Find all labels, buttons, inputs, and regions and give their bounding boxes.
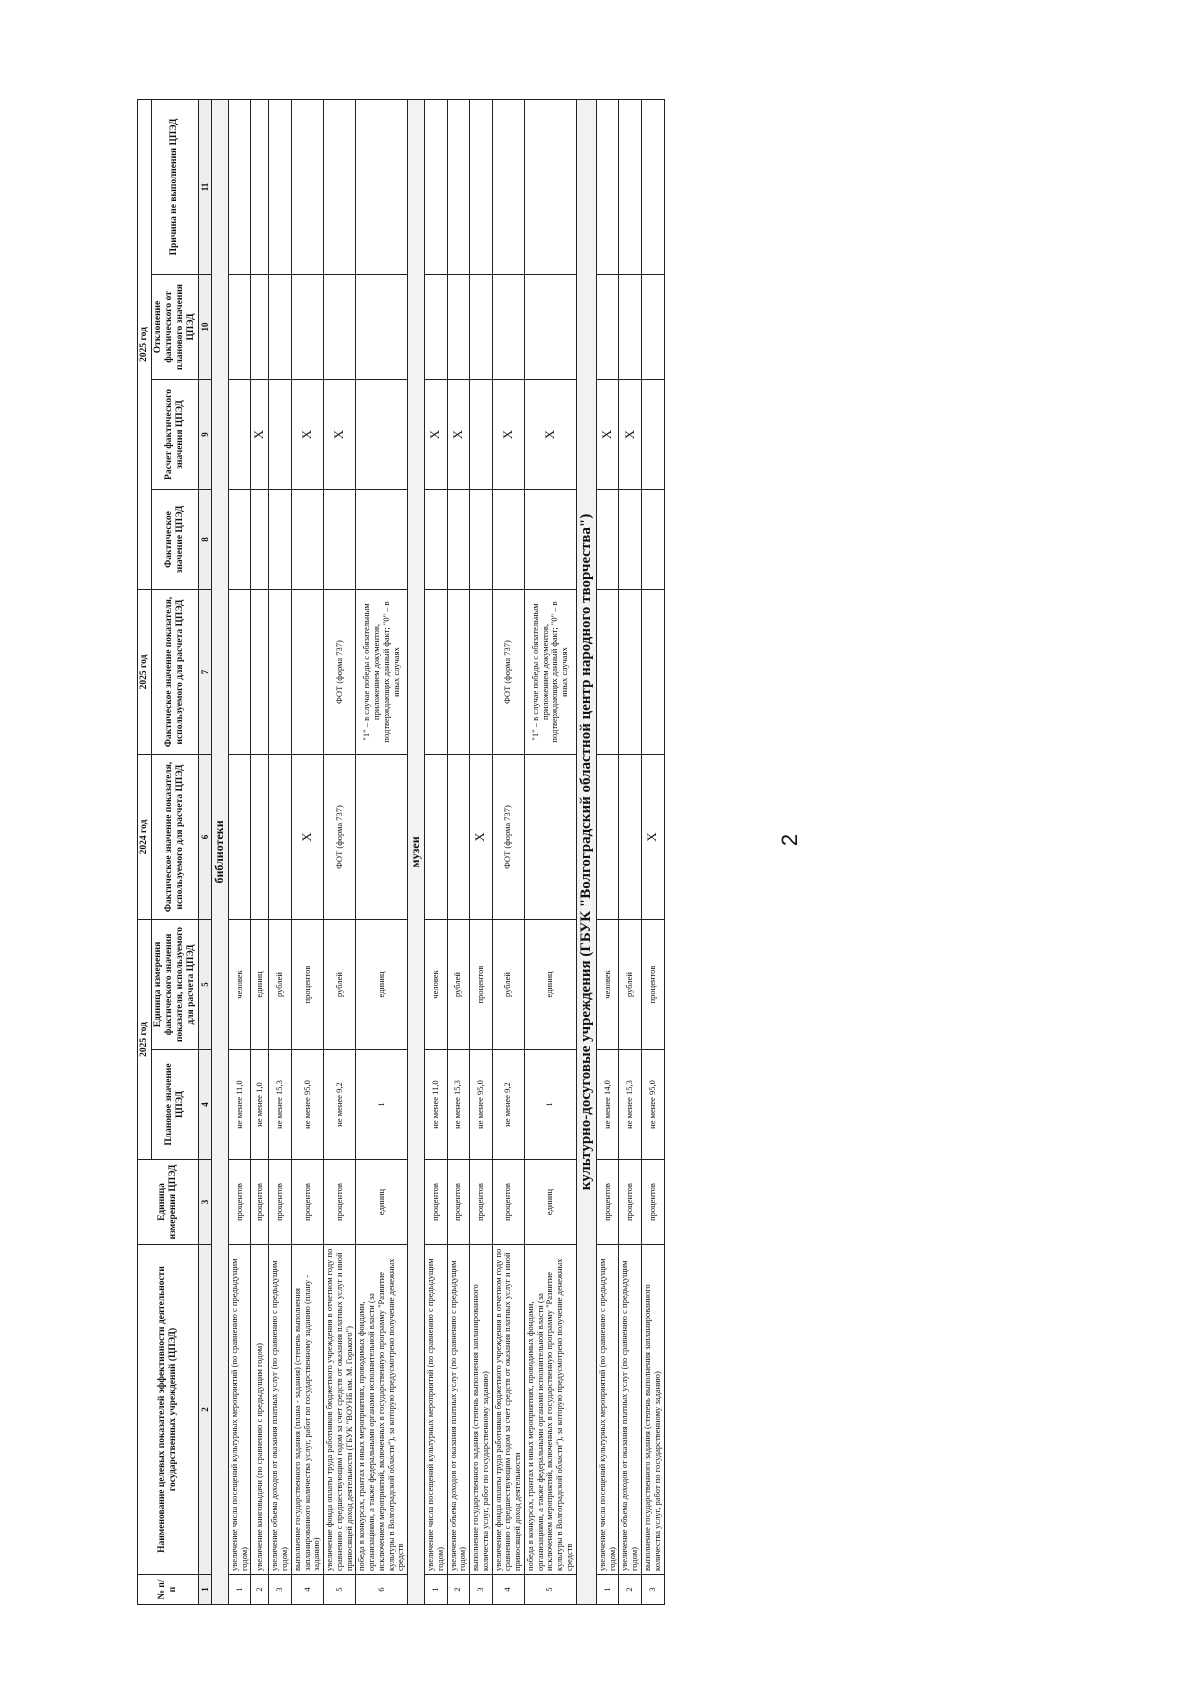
row-number: 5 [524,1575,576,1605]
fact-unit-cell: человек [424,919,447,1049]
column-numbers-row [198,99,211,1604]
indicator-name: увеличение фонда оплаты труда работников бюджетного учреждения в отчетном году по сравнению с предшествующим годом за счет средств от оказания платных услуг и иной приносящей доход деятельности (ГБУК "ВОУНБ им. М. Горького") [324,1245,356,1575]
section-title: библиотеки [211,99,228,1604]
table-row [447,99,470,1604]
fact-value [269,489,292,589]
header-year-2024: 2024 год [138,754,152,919]
calc-cell [642,379,665,489]
header-col11: Причина не выполнения ЦПЭД [151,99,198,274]
value-2025 [447,589,470,754]
fact-value [251,489,269,589]
value-2024 [524,754,576,919]
calc-cell: X [596,379,619,489]
fact-value [642,489,665,589]
deviation-cell [424,274,447,379]
row-number: 2 [447,1575,470,1605]
row-number: 1 [596,1575,619,1605]
table-row [251,99,269,1604]
plan-value: не менее 15,3 [447,1050,470,1160]
indicator-name: увеличение объема доходов от оказания платных услуг (по сравнению с предыдущим годом) [269,1245,292,1575]
unit-cell: процентов [492,1160,524,1245]
deviation-cell [251,274,269,379]
unit-cell: процентов [269,1160,292,1245]
unit-cell: процентов [596,1160,619,1245]
table-row [619,99,642,1604]
page-number: 2 [777,833,802,847]
value-2025 [424,589,447,754]
deviation-cell [324,274,356,379]
reason-cell [642,99,665,274]
calc-cell: X [447,379,470,489]
reason-cell [251,99,269,274]
deviation-cell [291,274,323,379]
table-row [492,99,524,1604]
header-col7: Фактическое значение показателя, используемого для расчета ЦПЭД [151,589,198,754]
value-2025 [470,589,493,754]
header-col4: Плановое значение ЦПЭД [151,1050,198,1160]
reason-cell [524,99,576,274]
deviation-cell [524,274,576,379]
calc-cell: X [492,379,524,489]
fact-unit-cell: рублей [492,919,524,1049]
row-number: 5 [324,1575,356,1605]
row-number: 3 [470,1575,493,1605]
unit-cell: процентов [447,1160,470,1245]
reason-cell [596,99,619,274]
calc-cell [356,379,408,489]
row-number: 1 [228,1575,251,1605]
fact-value [447,489,470,589]
deviation-cell [470,274,493,379]
unit-cell: единиц [356,1160,408,1245]
value-2025: ФОТ (форма 737) [324,589,356,754]
deviation-cell [269,274,292,379]
table-body [211,99,664,1604]
col-number: 7 [198,589,211,754]
unit-cell: процентов [642,1160,665,1245]
plan-value: не менее 11,0 [228,1050,251,1160]
col-number: 9 [198,379,211,489]
row-number: 2 [251,1575,269,1605]
reason-cell [470,99,493,274]
fact-unit-cell: процентов [470,919,493,1049]
fact-value [470,489,493,589]
indicator-name: увеличение числа посещений культурных мероприятий (по сравнению с предыдущим годом) [596,1245,619,1575]
calc-cell: X [251,379,269,489]
table-row [291,99,323,1604]
table-row [228,99,251,1604]
value-2025 [642,589,665,754]
plan-value: не менее 95,0 [470,1050,493,1160]
reason-cell [324,99,356,274]
indicator-name: победа в конкурсах, грантах и иных мероприятиях, проводимых фондами, организациями, а также федеральными органами исполнительной власти (за исключением мероприятий, включенных в государственную программу "Развитие культуры в Волгоградской области"), за которую предусмотрено получение денежных средств [524,1245,576,1575]
row-number: 3 [269,1575,292,1605]
calc-cell: X [424,379,447,489]
header-year-2025-b: 2025 год [138,589,152,754]
reason-cell [356,99,408,274]
value-2025: ФОТ (форма 737) [492,589,524,754]
row-number: 4 [492,1575,524,1605]
unit-cell: процентов [619,1160,642,1245]
deviation-cell [228,274,251,379]
fact-unit-cell: единиц [524,919,576,1049]
plan-value: не менее 11,0 [424,1050,447,1160]
unit-cell: процентов [424,1160,447,1245]
plan-value: не менее 9,2 [324,1050,356,1160]
calc-cell [470,379,493,489]
col-number: 5 [198,919,211,1049]
fact-unit-cell: человек [596,919,619,1049]
indicator-name: выполнение государственного задания (плана - задания) (степень выполнения запланированного количества услуг, работ по государственному заданию (плану - заданию) [291,1245,323,1575]
table-row [642,99,665,1604]
table-row [269,99,292,1604]
col-number: 10 [198,274,211,379]
header-col6: Фактическое значение показателя, используемого для расчета ЦПЭД [151,754,198,919]
unit-cell: единиц [524,1160,576,1245]
col-number: 3 [198,1160,211,1245]
plan-value: 1 [524,1050,576,1160]
fact-unit-cell: человек [228,919,251,1049]
header-col8: Фактическое значение ЦПЭД [151,489,198,589]
plan-value: не менее 1,0 [251,1050,269,1160]
indicator-name: увеличение числа посещений культурных мероприятий (по сравнению с предыдущим годом) [228,1245,251,1575]
value-2024: X [642,754,665,919]
plan-value: не менее 95,0 [642,1050,665,1160]
deviation-cell [356,274,408,379]
col-number: 8 [198,489,211,589]
section-header-row [211,99,228,1604]
fact-unit-cell: рублей [447,919,470,1049]
fact-value [524,489,576,589]
value-2025: "1" – в случае победы с обязательным приложением документов, подтверждающих данный факт; "0" – в иных случаях [524,589,576,754]
value-2025 [228,589,251,754]
deviation-cell [619,274,642,379]
col-number: 11 [198,99,211,274]
fact-unit-cell: рублей [619,919,642,1049]
header-row-1 [138,99,152,1604]
col-number: 6 [198,754,211,919]
value-2024 [596,754,619,919]
value-2025 [269,589,292,754]
indicator-name: увеличение объема доходов от оказания платных услуг (по сравнению с предыдущим годом) [619,1245,642,1575]
plan-value: не менее 15,3 [619,1050,642,1160]
table-row [356,99,408,1604]
value-2024 [619,754,642,919]
plan-value: 1 [356,1050,408,1160]
reason-cell [619,99,642,274]
calc-cell: X [524,379,576,489]
fact-value [228,489,251,589]
indicator-name: выполнение государственного задания (степень выполнения запланированного количества услуг, работ по государственному заданию) [470,1245,493,1575]
header-col10: Отклонение фактического от планового значения ЦПЭД [151,274,198,379]
unit-cell: процентов [324,1160,356,1245]
value-2024: X [291,754,323,919]
header-year-2025-a: 2025 год [138,919,152,1159]
fact-unit-cell: рублей [324,919,356,1049]
row-number: 2 [619,1575,642,1605]
header-col3: Единица измерения ЦПЭД [138,1160,199,1245]
value-2024 [251,754,269,919]
fact-value [619,489,642,589]
reason-cell [269,99,292,274]
value-2024 [447,754,470,919]
indicator-name: увеличение книговыдачи (по сравнению с предыдущим годом) [251,1245,269,1575]
header-year-2025-c: 2025 год [138,99,152,589]
fact-value [324,489,356,589]
section-header-row [408,99,425,1604]
unit-cell: процентов [470,1160,493,1245]
value-2025 [619,589,642,754]
fact-unit-cell: единиц [356,919,408,1049]
deviation-cell [447,274,470,379]
value-2025: "1" – в случае победы с обязательным приложением документов, подтверждающих данный факт; "0" – в иных случаях [356,589,408,754]
row-number: 1 [424,1575,447,1605]
value-2024: ФОТ (форма 737) [492,754,524,919]
table-row [524,99,576,1604]
section-header-row [576,99,596,1604]
col-number: 2 [198,1245,211,1575]
calc-cell [269,379,292,489]
deviation-cell [596,274,619,379]
fact-value [356,489,408,589]
value-2024 [228,754,251,919]
header-col5: Единица измерения фактического значения показателя, используемого для расчета ЦПЭД [151,919,198,1049]
header-col9: Расчет фактического значения ЦПЭД [151,379,198,489]
col-number: 1 [198,1575,211,1605]
fact-value [492,489,524,589]
fact-value [596,489,619,589]
calc-cell: X [291,379,323,489]
value-2024 [356,754,408,919]
calc-cell [228,379,251,489]
unit-cell: процентов [228,1160,251,1245]
indicator-name: увеличение числа посещений культурных мероприятий (по сравнению с предыдущим годом) [424,1245,447,1575]
unit-cell: процентов [291,1160,323,1245]
section-title: музеи [408,99,425,1604]
indicator-name: увеличение фонда оплаты труда работников бюджетного учреждения в отчетном году по сравнению с предшествующим годом за счет средств от оказания платных услуг и иной приносящей доход деятельности [492,1245,524,1575]
indicator-name: выполнение государственного задания (степень выполнения запланированного количества услуг, работ по государственному заданию) [642,1245,665,1575]
row-number: 3 [642,1575,665,1605]
value-2025 [596,589,619,754]
table-row [596,99,619,1604]
fact-unit-cell: рублей [269,919,292,1049]
value-2024: ФОТ (форма 737) [324,754,356,919]
reason-cell [447,99,470,274]
table-row [470,99,493,1604]
indicator-name: увеличение объема доходов от оказания платных услуг (по сравнению с предыдущим годом) [447,1245,470,1575]
value-2024: X [470,754,493,919]
calc-cell: X [324,379,356,489]
reason-cell [291,99,323,274]
row-number: 6 [356,1575,408,1605]
deviation-cell [492,274,524,379]
deviation-cell [642,274,665,379]
rotated-table-container [137,100,967,1605]
reason-cell [424,99,447,274]
table-row [324,99,356,1604]
calc-cell: X [619,379,642,489]
indicator-name: победа в конкурсах, грантах и иных мероприятиях, проводимых фондами, организациями, а также федеральными органами исполнительной власти (за исключением мероприятий, включенных в государственную программу "Развитие культуры в Волгоградской области"), за которую предусмотрено получение денежных средств [356,1245,408,1575]
fact-unit-cell: единиц [251,919,269,1049]
unit-cell: процентов [251,1160,269,1245]
table-row [424,99,447,1604]
value-2025 [291,589,323,754]
cped-table [137,99,665,1605]
fact-value [424,489,447,589]
header-col1: № п/п [138,1575,199,1605]
fact-unit-cell: процентов [291,919,323,1049]
plan-value: не менее 14,0 [596,1050,619,1160]
value-2024 [269,754,292,919]
fact-unit-cell: процентов [642,919,665,1049]
fact-value [291,489,323,589]
value-2024 [424,754,447,919]
header-col2: Наименование целевых показателей эффективности деятельности государственных учреждений (ЦПЭД) [138,1245,199,1575]
reason-cell [228,99,251,274]
plan-value: не менее 95,0 [291,1050,323,1160]
reason-cell [492,99,524,274]
section-title: культурно-досуговые учреждения (ГБУК "Волгоградский областной центр народного творчества") [576,99,596,1604]
value-2025 [251,589,269,754]
row-number: 4 [291,1575,323,1605]
plan-value: не менее 15,3 [269,1050,292,1160]
plan-value: не менее 9,2 [492,1050,524,1160]
col-number: 4 [198,1050,211,1160]
